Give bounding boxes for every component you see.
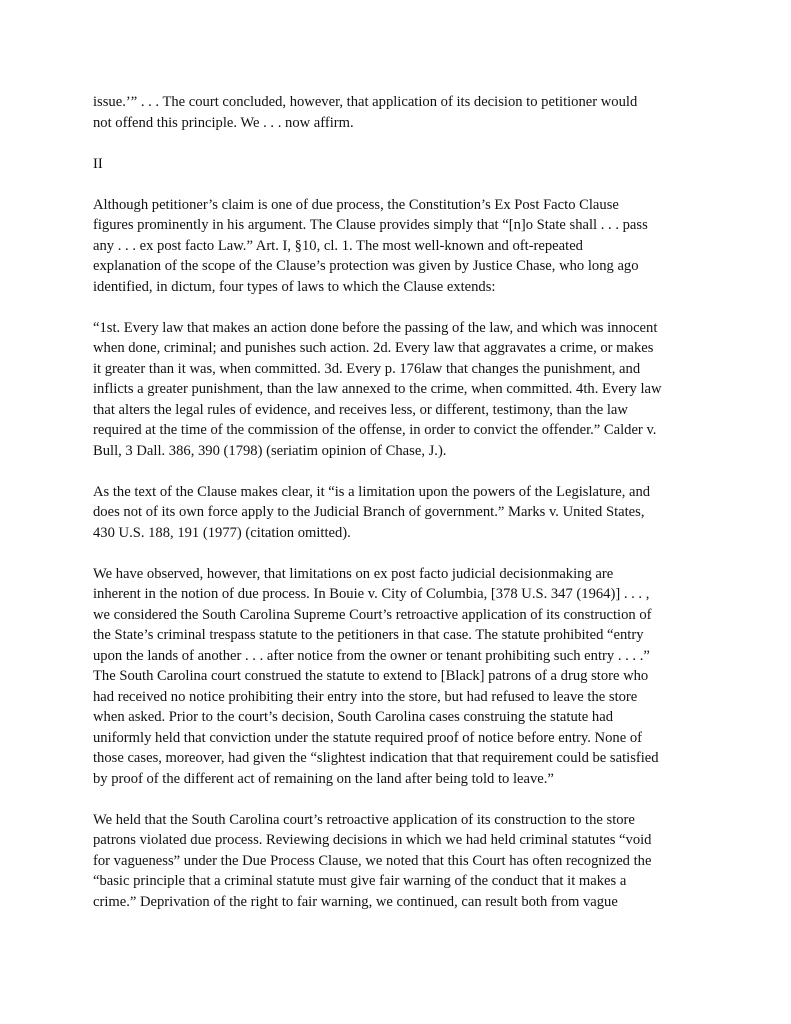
section-heading-ii: II [93, 155, 103, 172]
document-page [93, 92, 708, 933]
paragraph-bouie-v-columbia: We have observed, however, that limitations on ex post facto judicial decisionmaking are inherent in the notion of due process. In Bouie v. City of Columbia, [378 U.S. 347 (1964)] . . . , we considered the South Carolina Supreme Court’s retroactive application of its construction of the State’s criminal trespass statute to the petitioners in that case. The statute prohibited “entry upon the lands of another . . . after notice from the owner or tenant prohibiting such entry . . . .” The South Carolina court construed the statute to extend to [Black] patrons of a drug store who had received no notice prohibiting their entry into the store, but had refused to leave the store when asked. Prior to the court’s decision, South Carolina cases construing the statute had uniformly held that conviction under the statute required proof of notice before entry. None of those cases, moreover, had given the “slightest indication that that requirement could be satisfied by proof of the different act of remaining on the land after being told to leave.” [93, 565, 659, 787]
paragraph-due-process-holding: We held that the South Carolina court’s retroactive application of its construction to the store patrons violated due process. Reviewing decisions in which we had held criminal statutes “void for vagueness” under the Due Process Clause, we noted that this Court has often recognized the “basic principle that a criminal statute must give fair warning of the conduct that it makes a crime.” Deprivation of the right to fair warning, we continued, can result both from vague [93, 811, 652, 910]
paragraph-chase-quote: “1st. Every law that makes an action done before the passing of the law, and which was innocent when done, criminal; and punishes such action. 2d. Every law that aggravates a crime, or makes it greater than it was, when committed. 3d. Every p. 176law that changes the punishment, and inflicts a greater punishment, than the law annexed to the crime, when committed. 4th. Every law that alters the legal rules of evidence, and receives less, or different, testimony, than the law required at the time of the commission of the offense, in order to convict the offender.” Calder v. Bull, 3 Dall. 386, 390 (1798) (seriatim opinion of Chase, J.). [93, 319, 662, 459]
paragraph-affirm: issue.’” . . . The court concluded, however, that application of its decision to petitioner would not offend this principle. We . . . now affirm. [93, 94, 638, 131]
paragraph-marks-v-united-states: As the text of the Clause makes clear, it “is a limitation upon the powers of the Legislature, and does not of its own force apply to the Judicial Branch of government.” Marks v. United States, 430 U.S. 188, 191 (1977) (citation omitted). [93, 483, 651, 541]
paragraph-ex-post-facto-clause: Although petitioner’s claim is one of due process, the Constitution’s Ex Post Facto Clause figures prominently in his argument. The Clause provides simply that “[n]o State shall . . . pass any . . . ex post facto Law.” Art. I, §10, cl. 1. The most well-known and oft-repeated explanation of the scope of the Clause’s protection was given by Justice Chase, who long ago identified, in dictum, four types of laws to which the Clause extends: [93, 196, 648, 295]
